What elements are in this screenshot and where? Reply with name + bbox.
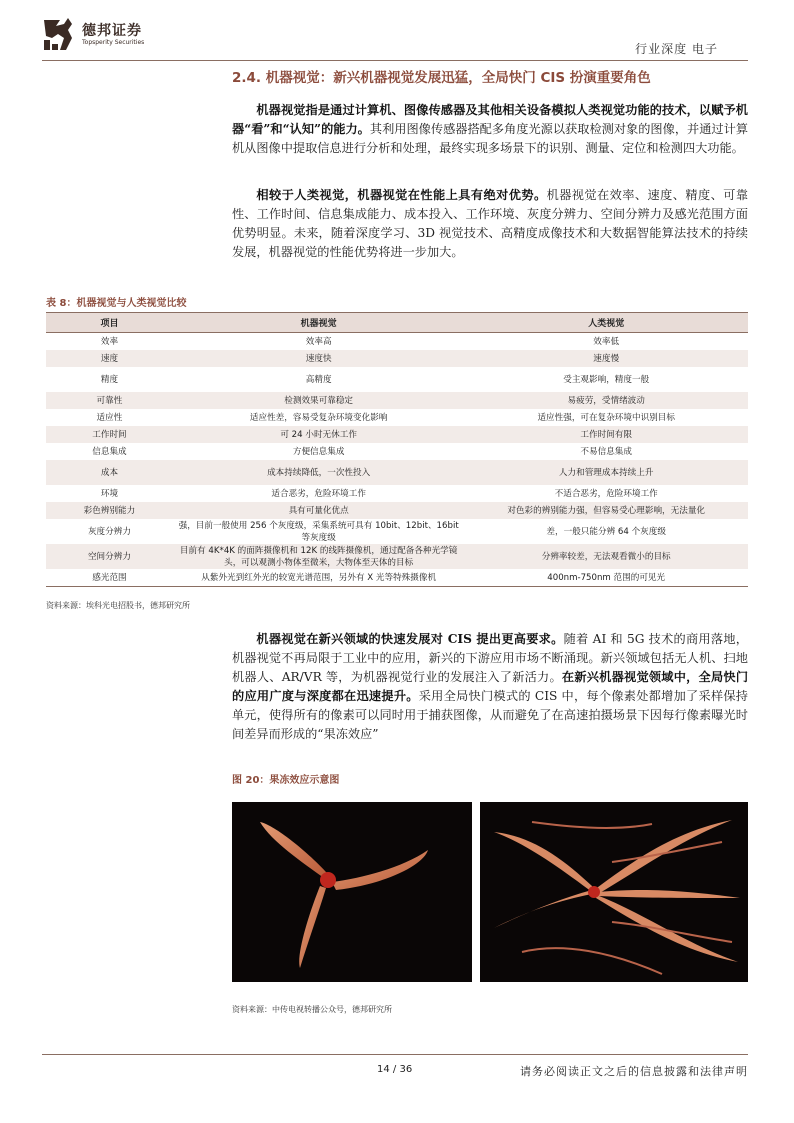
table-cell: 易疲劳，受情绪波动 xyxy=(567,395,645,406)
paragraph-body: 其利用图像传感器搭配多角度光源以获取检测对象的图像，并通过计算机从图像中提取信息进行分析和处理，最终实现多场景下的识别、测量、定位和检测四大功能。 xyxy=(232,122,749,155)
table-cell: 适合恶劣，危险环境工作 xyxy=(271,488,366,499)
table-cell: 速度快 xyxy=(305,353,332,364)
table-header-cell: 机器视觉 xyxy=(173,313,464,333)
paragraph-body: 机器视觉在效率、速度、精度、可靠性、工作时间、信息集成能力、成本投入、工作环境、灰度分辨力、空间分辨力及感光范围方面优势明显。未来，随着深度学习、3D 视觉技术、高精度成像技术和大数据智能算法技术的持续发展，机器视觉的性能优势将进一步加大。 xyxy=(232,188,749,259)
table-cell: 效率 xyxy=(100,336,119,347)
table-cell: 方便信息集成 xyxy=(292,446,345,457)
brand-name-en: Topsperity Securities xyxy=(82,39,145,46)
table-cell: 精度 xyxy=(100,374,119,385)
table-row xyxy=(46,333,748,351)
table-row xyxy=(46,426,748,443)
page-number: 14 / 36 xyxy=(377,1064,413,1075)
table-cell: 适应性强，可在复杂环境中识别目标 xyxy=(537,412,675,423)
table-row xyxy=(46,544,748,569)
report-category: 行业深度 电子 xyxy=(635,42,718,56)
paragraph-performance-advantage xyxy=(232,186,748,262)
table-cell: 可靠性 xyxy=(96,395,123,406)
table-cell: 速度慢 xyxy=(593,353,620,364)
table-cell: 工作时间 xyxy=(92,429,127,440)
table-row xyxy=(46,392,748,409)
table-cell: 具有可量化优点 xyxy=(288,505,349,516)
paragraph-emphasis: 在新兴机器视觉领域中，全局快门的应用广度与深度都在迅速提升。 xyxy=(232,670,749,703)
table-header-row xyxy=(46,313,748,333)
table-row xyxy=(46,443,748,460)
table-row xyxy=(46,460,748,485)
table-row xyxy=(46,367,748,392)
table-cell: 适应性 xyxy=(96,412,123,423)
page-header xyxy=(0,0,794,62)
paragraph-lead: 机器视觉指是通过计算机、图像传感器及其他相关设备模拟人类视觉功能的技术，以赋予机器“看”和“认知”的能力。 xyxy=(232,103,748,136)
table-cell: 效率低 xyxy=(593,336,620,347)
table-cell: 空间分辨力 xyxy=(87,551,131,562)
paragraph-machine-vision-definition xyxy=(232,101,748,158)
table-cell: 从紫外光到红外光的较宽光谱范围，另外有 X 光等特殊摄像机 xyxy=(173,569,464,587)
section-title: 2.4. 机器视觉：新兴机器视觉发展迅猛，全局快门 CIS 扮演重要角色 xyxy=(232,70,651,86)
table-cell: 效率高 xyxy=(305,336,332,347)
brand-logo xyxy=(42,16,145,52)
table-cell: 高精度 xyxy=(305,374,332,385)
figure-source: 资料来源：中传电视转播公众号，德邦研究所 xyxy=(232,1005,392,1014)
paragraph-lead: 相较于人类视觉，机器视觉在性能上具有绝对优势。 xyxy=(256,188,547,202)
table-cell: 灰度分辨力 xyxy=(87,526,131,537)
table-cell: 信息集成 xyxy=(92,446,127,457)
table-cell: 可 24 小时无休工作 xyxy=(280,429,357,440)
paragraph-body: 随着 AI 和 5G 技术的商用落地，机器视觉不再局限于工业中的应用，新兴的下游应用市场不断涌现。新兴领域包括无人机、扫地机器人、AR/VR 等，为机器视觉行业的发展注入了新活力。 xyxy=(232,632,748,684)
table-cell: 速度 xyxy=(100,353,119,364)
brand-name-cn: 德邦证券 xyxy=(82,23,142,39)
table-cell: 不易信息集成 xyxy=(580,446,632,457)
comparison-table xyxy=(46,312,748,587)
table-cell: 成本 xyxy=(100,467,119,478)
table-cell: 感光范围 xyxy=(46,569,173,587)
table-header-cell: 人类视觉 xyxy=(464,313,748,333)
table-row xyxy=(46,485,748,502)
paragraph-body: 采用全局快门模式的 CIS 中，每个像素处都增加了采样保持单元，使得所有的像素可以同时用于捕获图像，从而避免了在高速拍摄场景下因每行像素曝光时间差异而形成的“果冻效应” xyxy=(232,689,748,741)
table-cell: 成本持续降低，一次性投入 xyxy=(267,467,371,478)
table-row xyxy=(46,502,748,519)
table-cell: 强，目前一般使用 256 个灰度级，采集系统可具有 10bit、12bit、16bit 等灰度级 xyxy=(178,520,459,543)
table-cell: 适应性差，容易受复杂环境变化影响 xyxy=(249,412,388,423)
table-row xyxy=(46,519,748,544)
table-cell: 目前有 4K*4K 的面阵摄像机和 12K 的线阵摄像机，通过配备各种光学镜头，可以观测小物体至微米，大物体至天体的目标 xyxy=(179,545,458,568)
propeller-jelly-effect-image xyxy=(480,802,748,982)
footer-disclaimer: 请务必阅读正文之后的信息披露和法律声明 xyxy=(520,1065,748,1078)
table-cell: 分辨率较差，无法观看微小的目标 xyxy=(541,551,671,562)
jelly-effect-figure xyxy=(232,802,748,982)
table-cell: 环境 xyxy=(100,488,119,499)
table-row xyxy=(46,409,748,426)
table-header-cell: 项目 xyxy=(46,313,173,333)
table-row xyxy=(46,569,748,587)
table-caption: 表 8：机器视觉与人类视觉比较 xyxy=(46,298,187,309)
footer-divider xyxy=(42,1054,748,1055)
paragraph-lead: 机器视觉在新兴领域的快速发展对 CIS 提出更高要求。 xyxy=(256,632,564,646)
propeller-normal-image xyxy=(232,802,472,982)
table-cell: 受主观影响，精度一般 xyxy=(563,374,650,385)
table-cell: 400nm-750nm 范围的可见光 xyxy=(464,569,748,587)
table-cell: 检测效果可靠稳定 xyxy=(284,395,354,406)
table-row xyxy=(46,350,748,367)
figure-caption: 图 20：果冻效应示意图 xyxy=(232,775,340,786)
table-cell: 差，一般只能分辨 64 个灰度级 xyxy=(546,526,666,537)
table-cell: 不适合恶劣，危险环境工作 xyxy=(554,488,658,499)
table-cell: 对色彩的辨别能力强，但容易受心理影响，无法量化 xyxy=(507,505,706,516)
table-cell: 彩色辨别能力 xyxy=(83,505,136,516)
header-divider xyxy=(42,60,748,61)
brand-mark-icon xyxy=(42,16,78,52)
table-source: 资料来源：埃科光电招股书，德邦研究所 xyxy=(46,601,190,610)
paragraph-global-shutter xyxy=(232,630,748,744)
table-cell: 工作时间有限 xyxy=(580,429,632,440)
table-cell: 人力和管理成本持续上升 xyxy=(558,467,654,478)
